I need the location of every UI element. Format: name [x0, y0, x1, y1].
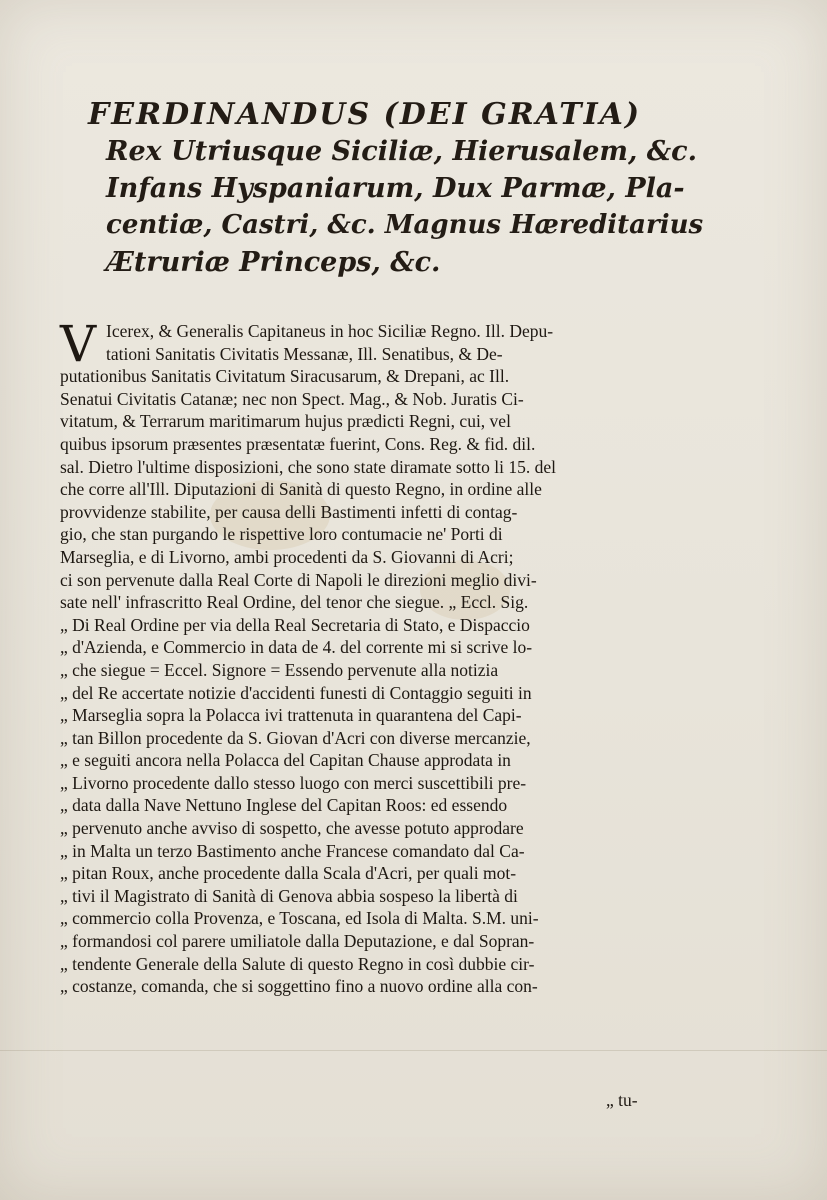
- decree-text: [60, 315, 710, 998]
- body-line: quibus ipsorum præsentes præsentatæ fuerint, Cons. Reg. & fid. dil.: [60, 433, 536, 454]
- body-line: provvidenze stabilite, per causa delli Bastimenti infetti di contag-: [60, 501, 518, 522]
- title-line: Infans Hyspaniarum, Dux Parmæ, Pla-: [106, 173, 685, 204]
- body-line: putationibus Sanitatis Civitatum Siracusarum, & Drepani, ac Ill.: [60, 366, 510, 387]
- body-line: „ costanze, comanda, che si soggettino fino a nuovo ordine alla con-: [60, 976, 538, 997]
- body-line: „ commercio colla Provenza, e Toscana, ed Isola di Malta. S.M. uni-: [60, 908, 539, 929]
- body-line: che corre all'Ill. Diputazioni di Sanità di questo Regno, in ordine alle: [60, 479, 542, 500]
- body-line: „ pitan Roux, anche procedente dalla Scala d'Acri, per quali mot-: [60, 863, 517, 884]
- body-line: vitatum, & Terrarum maritimarum hujus prædicti Regni, cui, vel: [60, 411, 511, 432]
- body-line: „ pervenuto anche avviso di sospetto, che avesse potuto approdare: [60, 818, 524, 839]
- body-line: „ d'Azienda, e Commercio in data de 4. del corrente mi si scrive lo-: [60, 637, 533, 658]
- body-line: ci son pervenute dalla Real Corte di Napoli le direzioni meglio divi-: [60, 569, 537, 590]
- title-line: centiæ, Castri, &c. Magnus Hæreditarius: [106, 210, 704, 240]
- body-line: „ Livorno procedente dallo stesso luogo con merci suscettibili pre-: [60, 772, 527, 793]
- catchword: „ tu-: [606, 1090, 638, 1110]
- body-line: „ formandosi col parere umiliatole dalla Deputazione, e dal Sopran-: [60, 931, 535, 952]
- body-line: tationi Sanitatis Civitatis Messanæ, Ill. Senatibus, & De-: [106, 343, 503, 364]
- body-line: „ del Re accertate notizie d'accidenti funesti di Contaggio seguiti in: [60, 682, 532, 703]
- body-line: „ tan Billon procedente da S. Giovan d'Acri con diverse mercanzie,: [60, 727, 531, 748]
- body-line: Senatui Civitatis Catanæ; nec non Spect. Mag., & Nob. Juratis Ci-: [60, 388, 524, 409]
- body-line: gio, che stan purgando le rispettive loro contumacie ne' Porti di: [60, 524, 503, 545]
- title-line: Ætruriæ Princeps, &c.: [106, 247, 441, 278]
- body-line: „ data dalla Nave Nettuno Inglese del Capitan Roos: ed essendo: [60, 795, 508, 816]
- body-line: sal. Dietro l'ultime disposizioni, che sono state diramate sotto li 15. del: [60, 456, 556, 477]
- body-line: „ Di Real Ordine per via della Real Secretaria di Stato, e Dispaccio: [60, 614, 530, 635]
- body-line: „ e seguiti ancora nella Polacca del Capitan Chause approdata in: [60, 750, 511, 771]
- body-line: „ tendente Generale della Salute di questo Regno in così dubbie cir-: [60, 953, 535, 974]
- title-line: Rex Utriusque Siciliæ, Hierusalem, &c.: [106, 136, 697, 167]
- paper-fold: [0, 1050, 827, 1051]
- body-line: Marseglia, e di Livorno, ambi procedenti da S. Giovanni di Acri;: [60, 546, 514, 567]
- body-line: sate nell' infrascritto Real Ordine, del tenor che siegue. „ Eccl. Sig.: [60, 592, 529, 613]
- body-line: „ Marseglia sopra la Polacca ivi trattenuta in quarantena del Capi-: [60, 705, 522, 726]
- title-line: FERDINANDUS (DEI GRATIA): [88, 97, 642, 132]
- body-line: „ tivi il Magistrato di Sanità di Genova abbia sospeso la libertà di: [60, 885, 518, 906]
- body-line-text: Icerex, & Generalis Capitaneus in hoc Siciliæ Regno. Ill. Depu-: [106, 321, 554, 341]
- royal-title: [88, 96, 708, 281]
- drop-cap: V: [60, 315, 97, 373]
- body-line: „ che siegue = Eccel. Signore = Essendo pervenute alla notizia: [60, 659, 499, 680]
- body-line: „ in Malta un terzo Bastimento anche Francese comandato dal Ca-: [60, 840, 525, 861]
